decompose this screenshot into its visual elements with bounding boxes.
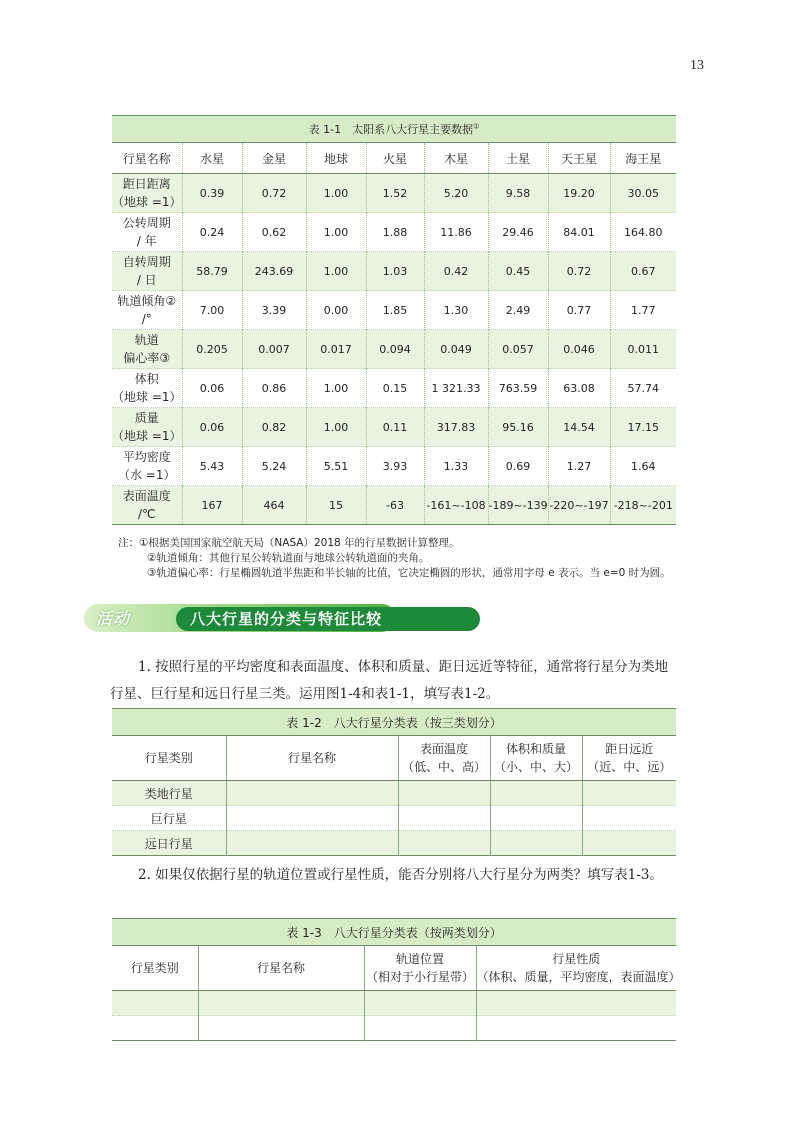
table-row: [112, 447, 676, 486]
header-cell: [582, 736, 676, 781]
table-cell: 0.046: [548, 330, 610, 369]
row-label: [112, 330, 182, 369]
blank-cell[interactable]: [226, 781, 398, 806]
row-label: 巨行星: [112, 806, 226, 831]
row-label-unit: /℃: [137, 507, 156, 521]
question-2: [110, 862, 676, 889]
header-cell: 地球: [306, 143, 366, 174]
row-label-unit: （水 =1）: [117, 468, 176, 482]
header-cell: [398, 736, 490, 781]
table-cell: 0.205: [182, 330, 242, 369]
table-cell: 0.094: [366, 330, 424, 369]
blank-cell[interactable]: [364, 1016, 476, 1041]
table-cell: 58.79: [182, 252, 242, 291]
header-cell: 行星名称: [112, 143, 182, 174]
row-label-unit: （地球 =1）: [112, 429, 182, 443]
table-cell: 1.33: [424, 447, 488, 486]
row-label: [112, 991, 198, 1016]
header-line: 行星名称: [287, 751, 336, 765]
table-cell: 1.27: [548, 447, 610, 486]
row-label: 远日行星: [112, 831, 226, 856]
table-cell: 0.82: [242, 408, 306, 447]
table-cell: 164.80: [610, 213, 676, 252]
table-cell: 2.49: [488, 291, 548, 330]
activity-label: 活动: [96, 609, 131, 628]
row-label-line: 表面温度: [122, 489, 171, 503]
blank-cell[interactable]: [490, 831, 582, 856]
header-cell: [364, 946, 476, 991]
table-row: [112, 991, 676, 1016]
table-cell: 0.45: [488, 252, 548, 291]
table-cell: 0.77: [548, 291, 610, 330]
table-cell: 0.06: [182, 408, 242, 447]
header-sub: （近、中、远）: [587, 760, 672, 774]
header-sub: （体积、质量，平均密度，表面温度）: [476, 970, 681, 984]
header-line: 行星类别: [130, 961, 179, 975]
header-line: 距日远近: [605, 742, 654, 756]
table-cell: 317.83: [424, 408, 488, 447]
table-cell: -218~-201: [610, 486, 676, 525]
table-cell: 84.01: [548, 213, 610, 252]
blank-cell[interactable]: [476, 1016, 676, 1041]
header-cell: 海王星: [610, 143, 676, 174]
table-cell: 0.057: [488, 330, 548, 369]
blank-cell[interactable]: [198, 991, 364, 1016]
row-label-unit: 偏心率③: [123, 351, 171, 365]
blank-cell[interactable]: [476, 991, 676, 1016]
table-cell: 1.64: [610, 447, 676, 486]
activity-banner: [84, 604, 396, 632]
table-cell: 0.15: [366, 369, 424, 408]
table-cell: -161~-108: [424, 486, 488, 525]
row-label-unit: / 年: [136, 234, 157, 248]
table-row: [112, 174, 676, 213]
table-cell: 5.51: [306, 447, 366, 486]
table-cell: 3.93: [366, 447, 424, 486]
table-cell: 0.11: [366, 408, 424, 447]
blank-cell[interactable]: [582, 831, 676, 856]
table-cell: 11.86: [424, 213, 488, 252]
table-cell: 0.06: [182, 369, 242, 408]
table-cell: 5.24: [242, 447, 306, 486]
table-header-row: [112, 946, 676, 991]
table-row: [112, 486, 676, 525]
note-1: 注：①根据美国国家航空航天局（NASA）2018 年的行星数据计算整理。: [118, 537, 460, 549]
header-sub: （相对于小行星带）: [365, 970, 474, 984]
header-sub: （小、中、大）: [493, 760, 578, 774]
row-label-line: 体积: [134, 372, 159, 386]
table-cell: 5.43: [182, 447, 242, 486]
row-label: [112, 408, 182, 447]
table-cell: -220~-197: [548, 486, 610, 525]
row-label-unit: （地球 =1）: [112, 195, 182, 209]
row-label-line: 平均密度: [122, 450, 171, 464]
note-3: ③轨道偏心率：行星椭圆轨道半焦距和半长轴的比值，它决定椭圆的形状，通常用字母 e 表示。当 e=0 时为圆。: [147, 567, 671, 579]
table-cell: 17.15: [610, 408, 676, 447]
question-2-text: 2. 如果仅依据行星的轨道位置或行星性质，能否分别将八大行星分为两类？填写表1-3。: [138, 867, 663, 883]
row-label: [112, 447, 182, 486]
table-cell: 1 321.33: [424, 369, 488, 408]
classification-table-three: [112, 708, 676, 856]
table-cell: 0.62: [242, 213, 306, 252]
header-cell: [198, 946, 364, 991]
table-row: [112, 291, 676, 330]
table-caption: 表 1-3 八大行星分类表（按两类划分）: [112, 919, 676, 946]
note-2: ②轨道倾角：其他行星公转轨道面与地球公转轨道面的夹角。: [147, 552, 430, 564]
table-cell: 29.46: [488, 213, 548, 252]
table-cell: 15: [306, 486, 366, 525]
row-label: [112, 1016, 198, 1041]
table-cell: 1.88: [366, 213, 424, 252]
header-cell: [476, 946, 681, 991]
table-cell: 167: [182, 486, 242, 525]
table-cell: 0.011: [610, 330, 676, 369]
row-label-line: 质量: [134, 411, 159, 425]
table-row: [112, 408, 676, 447]
table-cell: 0.24: [182, 213, 242, 252]
blank-cell[interactable]: [226, 806, 398, 831]
table-cell: 763.59: [488, 369, 548, 408]
table-cell: 1.00: [306, 408, 366, 447]
table-cell: -63: [366, 486, 424, 525]
blank-cell[interactable]: [490, 781, 582, 806]
classification-table-two: [112, 918, 681, 1041]
table-caption: 表 1-1 太阳系八大行星主要数据①: [112, 116, 676, 143]
table-cell: 3.39: [242, 291, 306, 330]
table-notes: [118, 536, 671, 581]
table-cell: 14.54: [548, 408, 610, 447]
header-cell: [112, 736, 226, 781]
table-cell: 9.58: [488, 174, 548, 213]
table-cell: 1.00: [306, 213, 366, 252]
table-cell: 1.77: [610, 291, 676, 330]
table-cell: 243.69: [242, 252, 306, 291]
header-sub: （低、中、高）: [401, 760, 486, 774]
table-cell: 1.00: [306, 369, 366, 408]
row-label-unit: / 日: [136, 273, 157, 287]
table-row: [112, 330, 676, 369]
table-row: [112, 1016, 676, 1041]
blank-cell[interactable]: [364, 991, 476, 1016]
header-line: 表面温度: [419, 742, 468, 756]
table-row: [112, 806, 676, 831]
table-header-row: [112, 143, 676, 174]
question-1-text: 1. 按照行星的平均密度和表面温度、体积和质量、距日远近等特征，通常将行星分为类地行星、巨行星和远日行星三类。运用图1-4和表1-1，填写表1-2。: [110, 659, 669, 702]
activity-title: 八大行星的分类与特征比较: [176, 607, 480, 631]
table-cell: 0.049: [424, 330, 488, 369]
table-cell: 63.08: [548, 369, 610, 408]
table-row: [112, 252, 676, 291]
header-cell: [112, 946, 198, 991]
table-cell: 0.69: [488, 447, 548, 486]
header-cell: 金星: [242, 143, 306, 174]
table-row: [112, 831, 676, 856]
table-cell: 464: [242, 486, 306, 525]
row-label-line: 距日距离: [122, 177, 171, 191]
blank-cell[interactable]: [582, 806, 676, 831]
blank-cell[interactable]: [398, 781, 490, 806]
table-cell: 7.00: [182, 291, 242, 330]
header-cell: 土星: [488, 143, 548, 174]
table-row: [112, 369, 676, 408]
question-1: [110, 654, 676, 708]
blank-cell[interactable]: [398, 831, 490, 856]
table-cell: 0.39: [182, 174, 242, 213]
table-cell: 30.05: [610, 174, 676, 213]
table-cell: 1.85: [366, 291, 424, 330]
blank-cell[interactable]: [226, 831, 398, 856]
blank-cell[interactable]: [582, 781, 676, 806]
table-cell: 1.52: [366, 174, 424, 213]
table-cell: 5.20: [424, 174, 488, 213]
table-caption: 表 1-2 八大行星分类表（按三类划分）: [112, 709, 676, 736]
table-cell: 0.007: [242, 330, 306, 369]
table-cell: 0.86: [242, 369, 306, 408]
table-cell: 0.00: [306, 291, 366, 330]
table-cell: 0.42: [424, 252, 488, 291]
header-cell: 火星: [366, 143, 424, 174]
table-cell: 1.00: [306, 252, 366, 291]
row-label: [112, 486, 182, 525]
row-label-line: 公转周期: [122, 216, 171, 230]
row-label: [112, 252, 182, 291]
table-cell: 0.017: [306, 330, 366, 369]
header-line: 轨道位置: [395, 952, 444, 966]
header-line: 行星性质: [552, 952, 601, 966]
header-cell: 天王星: [548, 143, 610, 174]
row-label: [112, 369, 182, 408]
row-label-line: 轨道: [134, 333, 159, 347]
header-cell: 木星: [424, 143, 488, 174]
table-cell: 95.16: [488, 408, 548, 447]
header-line: 体积和质量: [505, 742, 566, 756]
table-cell: 1.30: [424, 291, 488, 330]
header-cell: [490, 736, 582, 781]
table-row: [112, 213, 676, 252]
row-label-line: 轨道倾角②: [117, 294, 177, 308]
table-cell: 0.72: [548, 252, 610, 291]
table-cell: 0.67: [610, 252, 676, 291]
blank-cell[interactable]: [198, 1016, 364, 1041]
table-cell: 19.20: [548, 174, 610, 213]
blank-cell[interactable]: [398, 806, 490, 831]
row-label: [112, 291, 182, 330]
table-cell: 0.72: [242, 174, 306, 213]
row-label-unit: （地球 =1）: [112, 390, 182, 404]
page-number: 13: [690, 58, 704, 73]
table-header-row: [112, 736, 676, 781]
row-label: [112, 174, 182, 213]
table-cell: 1.00: [306, 174, 366, 213]
table-cell: 57.74: [610, 369, 676, 408]
row-label-unit: /°: [141, 312, 152, 326]
table-row: [112, 781, 676, 806]
header-line: 行星类别: [144, 751, 193, 765]
header-line: 行星名称: [256, 961, 305, 975]
table-cell: -189~-139: [488, 486, 548, 525]
row-label: [112, 213, 182, 252]
planet-data-table: [112, 115, 676, 525]
row-label: 类地行星: [112, 781, 226, 806]
table-cell: 1.03: [366, 252, 424, 291]
header-cell: [226, 736, 398, 781]
row-label-line: 自转周期: [122, 255, 171, 269]
header-cell: 水星: [182, 143, 242, 174]
blank-cell[interactable]: [490, 806, 582, 831]
